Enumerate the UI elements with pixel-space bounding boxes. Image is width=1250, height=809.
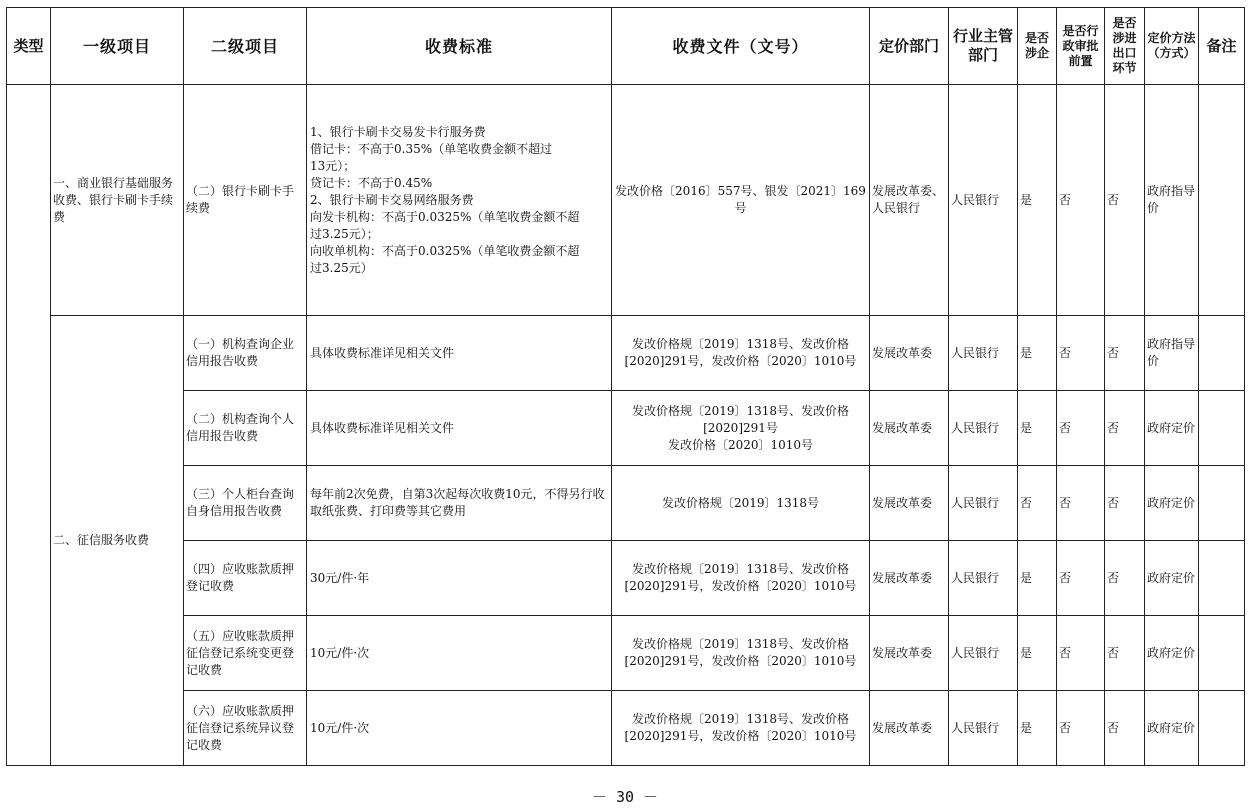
- remarks-cell: [1199, 616, 1245, 691]
- level1-cell: 一、商业银行基础服务收费、银行卡刷卡手续费: [51, 85, 184, 316]
- pricing-dept-cell: 发展改革委: [870, 316, 949, 391]
- pricing-method-cell: 政府指导价: [1145, 85, 1199, 316]
- import-export-cell: 否: [1105, 691, 1145, 766]
- table-row: [7, 316, 1245, 391]
- remarks-cell: [1199, 391, 1245, 466]
- involves-enterprise-cell: 是: [1018, 541, 1057, 616]
- industry-dept-cell: 人民银行: [949, 316, 1018, 391]
- page-number: － 30 －: [591, 788, 659, 806]
- import-export-cell: 否: [1105, 466, 1145, 541]
- admin-approval-cell: 否: [1057, 691, 1105, 766]
- standard-cell: 每年前2次免费，自第3次起每次收费10元，不得另行收取纸张费、打印费等其它费用: [307, 466, 612, 541]
- level2-cell: （二）银行卡刷卡手续费: [184, 85, 307, 316]
- header-pricing-method: 定价方法（方式）: [1145, 8, 1199, 85]
- admin-approval-cell: 否: [1057, 316, 1105, 391]
- level2-cell: （二）机构查询个人信用报告收费: [184, 391, 307, 466]
- document-cell: 发改价格规〔2019〕1318号: [612, 466, 870, 541]
- header-level1: 一级项目: [51, 8, 184, 85]
- header-involves-enterprise: 是否涉企: [1018, 8, 1057, 85]
- involves-enterprise-cell: 否: [1018, 466, 1057, 541]
- table-row: [7, 466, 1245, 541]
- standard-cell: 10元/件·次: [307, 616, 612, 691]
- standard-line: 过3.25元）；: [310, 226, 379, 241]
- remarks-cell: [1199, 316, 1245, 391]
- header-remarks: 备注: [1199, 8, 1245, 85]
- header-level2: 二级项目: [184, 8, 307, 85]
- document-cell: 发改价格〔2016〕557号、银发〔2021〕169号: [612, 85, 870, 316]
- level1-cell: 二、征信服务收费: [51, 316, 184, 766]
- standard-cell: [307, 85, 612, 316]
- level2-cell: （六）应收账款质押征信登记系统异议登记收费: [184, 691, 307, 766]
- remarks-cell: [1199, 466, 1245, 541]
- industry-dept-cell: 人民银行: [949, 85, 1018, 316]
- industry-dept-cell: 人民银行: [949, 691, 1018, 766]
- standard-line: 贷记卡：不高于0.45%: [310, 175, 433, 190]
- involves-enterprise-cell: 是: [1018, 316, 1057, 391]
- header-industry-dept: 行业主管部门: [949, 8, 1018, 85]
- pricing-dept-cell: 发展改革委: [870, 541, 949, 616]
- standard-cell: 30元/件·年: [307, 541, 612, 616]
- level2-cell: （五）应收账款质押征信登记系统变更登记收费: [184, 616, 307, 691]
- table-row: [7, 616, 1245, 691]
- standard-cell: 具体收费标准详见相关文件: [307, 391, 612, 466]
- table-row: [7, 541, 1245, 616]
- import-export-cell: 否: [1105, 616, 1145, 691]
- involves-enterprise-cell: 是: [1018, 691, 1057, 766]
- standard-line: 1、银行卡刷卡交易发卡行服务费: [310, 124, 486, 139]
- pricing-method-cell: 政府定价: [1145, 391, 1199, 466]
- header-admin-approval: 是否行政审批前置: [1057, 8, 1105, 85]
- remarks-cell: [1199, 691, 1245, 766]
- involves-enterprise-cell: 是: [1018, 391, 1057, 466]
- standard-line: 13元）；: [310, 158, 356, 173]
- import-export-cell: 否: [1105, 541, 1145, 616]
- industry-dept-cell: 人民银行: [949, 466, 1018, 541]
- document-cell: 发改价格规〔2019〕1318号、发改价格[2020]291号，发改价格〔2020〕1010号: [612, 691, 870, 766]
- pricing-method-cell: 政府指导价: [1145, 316, 1199, 391]
- type-cell: [7, 85, 51, 766]
- standard-cell: 具体收费标准详见相关文件: [307, 316, 612, 391]
- pricing-method-cell: 政府定价: [1145, 616, 1199, 691]
- industry-dept-cell: 人民银行: [949, 616, 1018, 691]
- standard-cell: 10元/件·次: [307, 691, 612, 766]
- remarks-cell: [1199, 541, 1245, 616]
- involves-enterprise-cell: 是: [1018, 85, 1057, 316]
- pricing-dept-cell: 发展改革委: [870, 691, 949, 766]
- document-cell: 发改价格规〔2019〕1318号、发改价格[2020]291号，发改价格〔2020〕1010号: [612, 616, 870, 691]
- fee-table: [6, 7, 1245, 766]
- involves-enterprise-cell: 是: [1018, 616, 1057, 691]
- pricing-method-cell: 政府定价: [1145, 541, 1199, 616]
- level2-cell: （一）机构查询企业信用报告收费: [184, 316, 307, 391]
- table-row: [7, 691, 1245, 766]
- admin-approval-cell: 否: [1057, 541, 1105, 616]
- remarks-cell: [1199, 85, 1245, 316]
- standard-line: 2、银行卡刷卡交易网络服务费: [310, 192, 474, 207]
- level2-cell: （四）应收账款质押登记收费: [184, 541, 307, 616]
- header-pricing-dept: 定价部门: [870, 8, 949, 85]
- admin-approval-cell: 否: [1057, 616, 1105, 691]
- import-export-cell: 否: [1105, 316, 1145, 391]
- admin-approval-cell: 否: [1057, 391, 1105, 466]
- pricing-dept-cell: 发展改革委: [870, 466, 949, 541]
- document-cell: 发改价格规〔2019〕1318号、发改价格[2020]291号，发改价格〔2020〕1010号: [612, 541, 870, 616]
- standard-line: 借记卡：不高于0.35%（单笔收费金额不超过: [310, 141, 553, 156]
- header-document: 收费文件（文号）: [612, 8, 870, 85]
- pricing-dept-cell: 发展改革委: [870, 616, 949, 691]
- standard-line: 向发卡机构：不高于0.0325%（单笔收费金额不超: [310, 209, 580, 224]
- header-row: [7, 8, 1245, 85]
- industry-dept-cell: 人民银行: [949, 391, 1018, 466]
- pricing-dept-cell: 发展改革委、人民银行: [870, 85, 949, 316]
- import-export-cell: 否: [1105, 85, 1145, 316]
- standard-line: 向收单机构：不高于0.0325%（单笔收费金额不超: [310, 243, 580, 258]
- pricing-dept-cell: 发展改革委: [870, 391, 949, 466]
- import-export-cell: 否: [1105, 391, 1145, 466]
- table-row: [7, 85, 1245, 316]
- document-cell: 发改价格规〔2019〕1318号、发改价格[2020]291号，发改价格〔2020〕1010号: [612, 316, 870, 391]
- document-cell: 发改价格规〔2019〕1318号、发改价格[2020]291号 发改价格〔2020〕1010号: [612, 391, 870, 466]
- header-type: 类型: [7, 8, 51, 85]
- pricing-method-cell: 政府定价: [1145, 466, 1199, 541]
- level2-cell: （三）个人柜台查询自身信用报告收费: [184, 466, 307, 541]
- industry-dept-cell: 人民银行: [949, 541, 1018, 616]
- header-import-export: 是否涉进出口环节: [1105, 8, 1145, 85]
- standard-line: 过3.25元）: [310, 260, 373, 275]
- admin-approval-cell: 否: [1057, 85, 1105, 316]
- table-row: [7, 391, 1245, 466]
- header-standard: 收费标准: [307, 8, 612, 85]
- admin-approval-cell: 否: [1057, 466, 1105, 541]
- pricing-method-cell: 政府定价: [1145, 691, 1199, 766]
